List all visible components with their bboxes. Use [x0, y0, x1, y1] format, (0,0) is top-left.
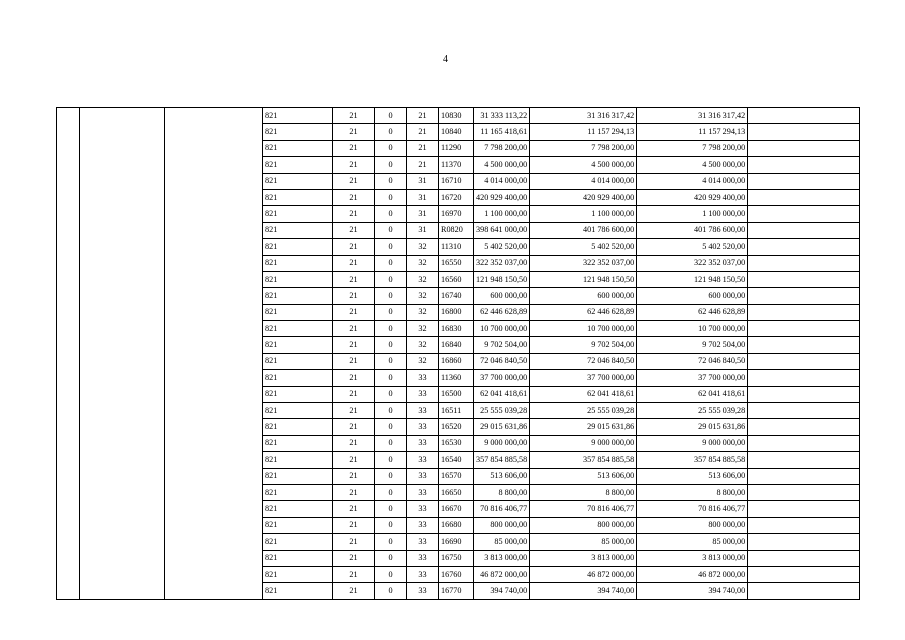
section-code-cell: 21	[333, 534, 375, 550]
table-body	[57, 108, 892, 600]
amount-year-2-cell: 513 606,00	[530, 468, 637, 484]
amount-year-2-cell: 70 816 406,77	[530, 501, 637, 517]
amount-year-1-cell: 121 948 150,50	[474, 271, 530, 287]
section-code-cell: 21	[333, 452, 375, 468]
program-code-cell: 33	[407, 517, 439, 533]
program-code-cell: 21	[407, 108, 439, 124]
amount-year-2-cell: 25 555 039,28	[530, 403, 637, 419]
amount-year-1-cell: 7 798 200,00	[474, 140, 530, 156]
amount-year-1-cell: 11 165 418,61	[474, 124, 530, 140]
program-code-cell: 33	[407, 403, 439, 419]
amount-year-2-cell: 46 872 000,00	[530, 566, 637, 582]
subsection-code-cell: 0	[375, 419, 407, 435]
empty-trailing-cell	[748, 140, 860, 156]
gov-code-cell: 821	[263, 435, 333, 451]
target-article-code-cell: 16690	[439, 534, 474, 550]
amount-year-3-cell: 5 402 520,00	[637, 239, 748, 255]
empty-trailing-cell	[748, 419, 860, 435]
target-article-code-cell: 16710	[439, 173, 474, 189]
subsection-code-cell: 0	[375, 435, 407, 451]
program-code-cell: 31	[407, 189, 439, 205]
subsection-code-cell: 0	[375, 140, 407, 156]
amount-year-3-cell: 1 100 000,00	[637, 206, 748, 222]
program-code-cell: 33	[407, 435, 439, 451]
program-code-cell: 33	[407, 534, 439, 550]
section-code-cell: 21	[333, 288, 375, 304]
program-code-cell: 32	[407, 337, 439, 353]
subsection-code-cell: 0	[375, 222, 407, 238]
program-code-cell: 32	[407, 271, 439, 287]
amount-year-1-cell: 800 000,00	[474, 517, 530, 533]
section-code-cell: 21	[333, 419, 375, 435]
empty-trailing-cell	[748, 206, 860, 222]
amount-year-2-cell: 322 352 037,00	[530, 255, 637, 271]
empty-trailing-cell	[748, 403, 860, 419]
subsection-code-cell: 0	[375, 337, 407, 353]
gov-code-cell: 821	[263, 108, 333, 124]
subsection-code-cell: 0	[375, 157, 407, 173]
target-article-code-cell: R0820	[439, 222, 474, 238]
subsection-code-cell: 0	[375, 452, 407, 468]
amount-year-1-cell: 1 100 000,00	[474, 206, 530, 222]
amount-year-2-cell: 3 813 000,00	[530, 550, 637, 566]
subsection-code-cell: 0	[375, 288, 407, 304]
amount-year-2-cell: 121 948 150,50	[530, 271, 637, 287]
target-article-code-cell: 16680	[439, 517, 474, 533]
empty-trailing-cell	[748, 288, 860, 304]
target-article-code-cell: 16520	[439, 419, 474, 435]
gov-code-cell: 821	[263, 124, 333, 140]
amount-year-2-cell: 29 015 631,86	[530, 419, 637, 435]
subsection-code-cell: 0	[375, 271, 407, 287]
program-code-cell: 33	[407, 501, 439, 517]
amount-year-3-cell: 7 798 200,00	[637, 140, 748, 156]
section-code-cell: 21	[333, 189, 375, 205]
section-code-cell: 21	[333, 239, 375, 255]
target-article-code-cell: 16550	[439, 255, 474, 271]
amount-year-2-cell: 1 100 000,00	[530, 206, 637, 222]
gov-code-cell: 821	[263, 386, 333, 402]
amount-year-3-cell: 10 700 000,00	[637, 321, 748, 337]
section-code-cell: 21	[333, 403, 375, 419]
target-article-code-cell: 16800	[439, 304, 474, 320]
empty-trailing-cell	[748, 321, 860, 337]
gov-code-cell: 821	[263, 271, 333, 287]
target-article-code-cell: 16670	[439, 501, 474, 517]
empty-trailing-cell	[748, 370, 860, 386]
amount-year-2-cell: 62 446 628,89	[530, 304, 637, 320]
program-code-cell: 31	[407, 173, 439, 189]
target-article-code-cell: 16530	[439, 435, 474, 451]
gov-code-cell: 821	[263, 157, 333, 173]
subsection-code-cell: 0	[375, 206, 407, 222]
section-code-cell: 21	[333, 206, 375, 222]
section-code-cell: 21	[333, 124, 375, 140]
gov-code-cell: 821	[263, 304, 333, 320]
empty-trailing-cell	[748, 271, 860, 287]
gov-code-cell: 821	[263, 403, 333, 419]
empty-trailing-cell	[748, 337, 860, 353]
target-article-code-cell: 16560	[439, 271, 474, 287]
program-code-cell: 33	[407, 484, 439, 500]
subsection-code-cell: 0	[375, 403, 407, 419]
amount-year-2-cell: 5 402 520,00	[530, 239, 637, 255]
gov-code-cell: 821	[263, 566, 333, 582]
amount-year-1-cell: 72 046 840,50	[474, 353, 530, 369]
amount-year-1-cell: 5 402 520,00	[474, 239, 530, 255]
section-code-cell: 21	[333, 140, 375, 156]
amount-year-3-cell: 357 854 885,58	[637, 452, 748, 468]
section-code-cell: 21	[333, 501, 375, 517]
amount-year-3-cell: 3 813 000,00	[637, 550, 748, 566]
subsection-code-cell: 0	[375, 484, 407, 500]
amount-year-1-cell: 8 800,00	[474, 484, 530, 500]
target-article-code-cell: 16740	[439, 288, 474, 304]
amount-year-2-cell: 394 740,00	[530, 583, 637, 599]
amount-year-3-cell: 401 786 600,00	[637, 222, 748, 238]
target-article-code-cell: 11290	[439, 140, 474, 156]
program-code-cell: 32	[407, 239, 439, 255]
program-code-cell: 32	[407, 353, 439, 369]
section-code-cell: 21	[333, 484, 375, 500]
section-code-cell: 21	[333, 468, 375, 484]
section-code-cell: 21	[333, 435, 375, 451]
program-code-cell: 32	[407, 288, 439, 304]
empty-trailing-cell	[748, 566, 860, 582]
program-code-cell: 33	[407, 452, 439, 468]
amount-year-1-cell: 25 555 039,28	[474, 403, 530, 419]
amount-year-3-cell: 800 000,00	[637, 517, 748, 533]
amount-year-3-cell: 85 000,00	[637, 534, 748, 550]
section-code-cell: 21	[333, 370, 375, 386]
subsection-code-cell: 0	[375, 517, 407, 533]
subsection-code-cell: 0	[375, 124, 407, 140]
subsection-code-cell: 0	[375, 304, 407, 320]
section-code-cell: 21	[333, 337, 375, 353]
merged-col-c	[165, 108, 263, 600]
amount-year-1-cell: 3 813 000,00	[474, 550, 530, 566]
amount-year-3-cell: 513 606,00	[637, 468, 748, 484]
target-article-code-cell: 16840	[439, 337, 474, 353]
subsection-code-cell: 0	[375, 550, 407, 566]
gov-code-cell: 821	[263, 206, 333, 222]
program-code-cell: 33	[407, 468, 439, 484]
empty-trailing-cell	[748, 435, 860, 451]
section-code-cell: 21	[333, 550, 375, 566]
empty-trailing-cell	[748, 222, 860, 238]
gov-code-cell: 821	[263, 534, 333, 550]
target-article-code-cell: 16760	[439, 566, 474, 582]
subsection-code-cell: 0	[375, 501, 407, 517]
amount-year-1-cell: 70 816 406,77	[474, 501, 530, 517]
subsection-code-cell: 0	[375, 239, 407, 255]
target-article-code-cell: 16540	[439, 452, 474, 468]
gov-code-cell: 821	[263, 419, 333, 435]
target-article-code-cell: 11370	[439, 157, 474, 173]
section-code-cell: 21	[333, 271, 375, 287]
target-article-code-cell: 16511	[439, 403, 474, 419]
empty-trailing-cell	[748, 386, 860, 402]
amount-year-1-cell: 29 015 631,86	[474, 419, 530, 435]
target-article-code-cell: 16860	[439, 353, 474, 369]
subsection-code-cell: 0	[375, 353, 407, 369]
target-article-code-cell: 16770	[439, 583, 474, 599]
subsection-code-cell: 0	[375, 386, 407, 402]
amount-year-2-cell: 37 700 000,00	[530, 370, 637, 386]
amount-year-1-cell: 513 606,00	[474, 468, 530, 484]
amount-year-3-cell: 600 000,00	[637, 288, 748, 304]
subsection-code-cell: 0	[375, 255, 407, 271]
subsection-code-cell: 0	[375, 189, 407, 205]
gov-code-cell: 821	[263, 173, 333, 189]
amount-year-3-cell: 62 041 418,61	[637, 386, 748, 402]
amount-year-3-cell: 37 700 000,00	[637, 370, 748, 386]
amount-year-1-cell: 46 872 000,00	[474, 566, 530, 582]
program-code-cell: 33	[407, 370, 439, 386]
empty-trailing-cell	[748, 239, 860, 255]
amount-year-2-cell: 4 014 000,00	[530, 173, 637, 189]
subsection-code-cell: 0	[375, 370, 407, 386]
amount-year-3-cell: 9 000 000,00	[637, 435, 748, 451]
section-code-cell: 21	[333, 583, 375, 599]
amount-year-3-cell: 70 816 406,77	[637, 501, 748, 517]
amount-year-1-cell: 600 000,00	[474, 288, 530, 304]
program-code-cell: 31	[407, 206, 439, 222]
section-code-cell: 21	[333, 517, 375, 533]
amount-year-3-cell: 62 446 628,89	[637, 304, 748, 320]
section-code-cell: 21	[333, 173, 375, 189]
program-code-cell: 32	[407, 255, 439, 271]
amount-year-3-cell: 31 316 317,42	[637, 108, 748, 124]
amount-year-3-cell: 9 702 504,00	[637, 337, 748, 353]
amount-year-1-cell: 420 929 400,00	[474, 189, 530, 205]
gov-code-cell: 821	[263, 550, 333, 566]
amount-year-2-cell: 9 702 504,00	[530, 337, 637, 353]
empty-trailing-cell	[748, 353, 860, 369]
subsection-code-cell: 0	[375, 583, 407, 599]
table-row	[57, 108, 892, 124]
amount-year-3-cell: 4 500 000,00	[637, 157, 748, 173]
gov-code-cell: 821	[263, 353, 333, 369]
gov-code-cell: 821	[263, 255, 333, 271]
subsection-code-cell: 0	[375, 321, 407, 337]
gov-code-cell: 821	[263, 239, 333, 255]
section-code-cell: 21	[333, 386, 375, 402]
amount-year-2-cell: 85 000,00	[530, 534, 637, 550]
subsection-code-cell: 0	[375, 468, 407, 484]
amount-year-2-cell: 401 786 600,00	[530, 222, 637, 238]
target-article-code-cell: 16830	[439, 321, 474, 337]
empty-trailing-cell	[748, 173, 860, 189]
target-article-code-cell: 10830	[439, 108, 474, 124]
target-article-code-cell: 11360	[439, 370, 474, 386]
merged-col-a	[57, 108, 80, 600]
subsection-code-cell: 0	[375, 566, 407, 582]
amount-year-2-cell: 31 316 317,42	[530, 108, 637, 124]
program-code-cell: 32	[407, 321, 439, 337]
amount-year-3-cell: 11 157 294,13	[637, 124, 748, 140]
target-article-code-cell: 16570	[439, 468, 474, 484]
program-code-cell: 33	[407, 583, 439, 599]
program-code-cell: 21	[407, 157, 439, 173]
amount-year-1-cell: 9 702 504,00	[474, 337, 530, 353]
amount-year-2-cell: 600 000,00	[530, 288, 637, 304]
empty-trailing-cell	[748, 304, 860, 320]
gov-code-cell: 821	[263, 288, 333, 304]
gov-code-cell: 821	[263, 583, 333, 599]
amount-year-1-cell: 10 700 000,00	[474, 321, 530, 337]
subsection-code-cell: 0	[375, 108, 407, 124]
gov-code-cell: 821	[263, 517, 333, 533]
merged-col-b	[80, 108, 165, 600]
empty-trailing-cell	[748, 468, 860, 484]
amount-year-2-cell: 8 800,00	[530, 484, 637, 500]
target-article-code-cell: 16720	[439, 189, 474, 205]
empty-trailing-cell	[748, 534, 860, 550]
section-code-cell: 21	[333, 222, 375, 238]
amount-year-3-cell: 72 046 840,50	[637, 353, 748, 369]
empty-trailing-cell	[748, 124, 860, 140]
section-code-cell: 21	[333, 108, 375, 124]
amount-year-2-cell: 72 046 840,50	[530, 353, 637, 369]
gov-code-cell: 821	[263, 337, 333, 353]
amount-year-1-cell: 85 000,00	[474, 534, 530, 550]
gov-code-cell: 821	[263, 484, 333, 500]
amount-year-1-cell: 37 700 000,00	[474, 370, 530, 386]
subsection-code-cell: 0	[375, 173, 407, 189]
page-number: 4	[443, 54, 448, 65]
gov-code-cell: 821	[263, 452, 333, 468]
amount-year-3-cell: 121 948 150,50	[637, 271, 748, 287]
empty-trailing-cell	[748, 189, 860, 205]
amount-year-1-cell: 31 333 113,22	[474, 108, 530, 124]
amount-year-1-cell: 398 641 000,00	[474, 222, 530, 238]
empty-trailing-cell	[748, 501, 860, 517]
subsection-code-cell: 0	[375, 534, 407, 550]
program-code-cell: 32	[407, 304, 439, 320]
amount-year-3-cell: 46 872 000,00	[637, 566, 748, 582]
program-code-cell: 21	[407, 124, 439, 140]
gov-code-cell: 821	[263, 189, 333, 205]
amount-year-2-cell: 800 000,00	[530, 517, 637, 533]
amount-year-3-cell: 29 015 631,86	[637, 419, 748, 435]
target-article-code-cell: 11310	[439, 239, 474, 255]
amount-year-1-cell: 62 446 628,89	[474, 304, 530, 320]
gov-code-cell: 821	[263, 140, 333, 156]
empty-trailing-cell	[748, 550, 860, 566]
section-code-cell: 21	[333, 566, 375, 582]
amount-year-3-cell: 394 740,00	[637, 583, 748, 599]
target-article-code-cell: 16650	[439, 484, 474, 500]
gov-code-cell: 821	[263, 370, 333, 386]
amount-year-2-cell: 7 798 200,00	[530, 140, 637, 156]
program-code-cell: 33	[407, 550, 439, 566]
amount-year-1-cell: 62 041 418,61	[474, 386, 530, 402]
section-code-cell: 21	[333, 304, 375, 320]
section-code-cell: 21	[333, 321, 375, 337]
empty-trailing-cell	[748, 108, 860, 124]
amount-year-1-cell: 4 500 000,00	[474, 157, 530, 173]
amount-year-3-cell: 420 929 400,00	[637, 189, 748, 205]
empty-trailing-cell	[748, 255, 860, 271]
target-article-code-cell: 10840	[439, 124, 474, 140]
section-code-cell: 21	[333, 353, 375, 369]
amount-year-1-cell: 357 854 885,58	[474, 452, 530, 468]
gov-code-cell: 821	[263, 321, 333, 337]
amount-year-1-cell: 394 740,00	[474, 583, 530, 599]
amount-year-2-cell: 357 854 885,58	[530, 452, 637, 468]
amount-year-3-cell: 4 014 000,00	[637, 173, 748, 189]
amount-year-2-cell: 10 700 000,00	[530, 321, 637, 337]
empty-trailing-cell	[748, 157, 860, 173]
target-article-code-cell: 16970	[439, 206, 474, 222]
target-article-code-cell: 16500	[439, 386, 474, 402]
program-code-cell: 33	[407, 386, 439, 402]
empty-trailing-cell	[748, 517, 860, 533]
program-code-cell: 31	[407, 222, 439, 238]
gov-code-cell: 821	[263, 222, 333, 238]
program-code-cell: 33	[407, 566, 439, 582]
amount-year-3-cell: 8 800,00	[637, 484, 748, 500]
amount-year-2-cell: 62 041 418,61	[530, 386, 637, 402]
program-code-cell: 21	[407, 140, 439, 156]
section-code-cell: 21	[333, 157, 375, 173]
amount-year-3-cell: 25 555 039,28	[637, 403, 748, 419]
amount-year-2-cell: 11 157 294,13	[530, 124, 637, 140]
section-code-cell: 21	[333, 255, 375, 271]
amount-year-2-cell: 4 500 000,00	[530, 157, 637, 173]
gov-code-cell: 821	[263, 501, 333, 517]
gov-code-cell: 821	[263, 468, 333, 484]
budget-table	[56, 107, 892, 600]
amount-year-2-cell: 9 000 000,00	[530, 435, 637, 451]
target-article-code-cell: 16750	[439, 550, 474, 566]
amount-year-3-cell: 322 352 037,00	[637, 255, 748, 271]
empty-trailing-cell	[748, 583, 860, 599]
empty-trailing-cell	[748, 452, 860, 468]
program-code-cell: 33	[407, 419, 439, 435]
amount-year-1-cell: 4 014 000,00	[474, 173, 530, 189]
amount-year-2-cell: 420 929 400,00	[530, 189, 637, 205]
amount-year-1-cell: 322 352 037,00	[474, 255, 530, 271]
empty-trailing-cell	[748, 484, 860, 500]
amount-year-1-cell: 9 000 000,00	[474, 435, 530, 451]
